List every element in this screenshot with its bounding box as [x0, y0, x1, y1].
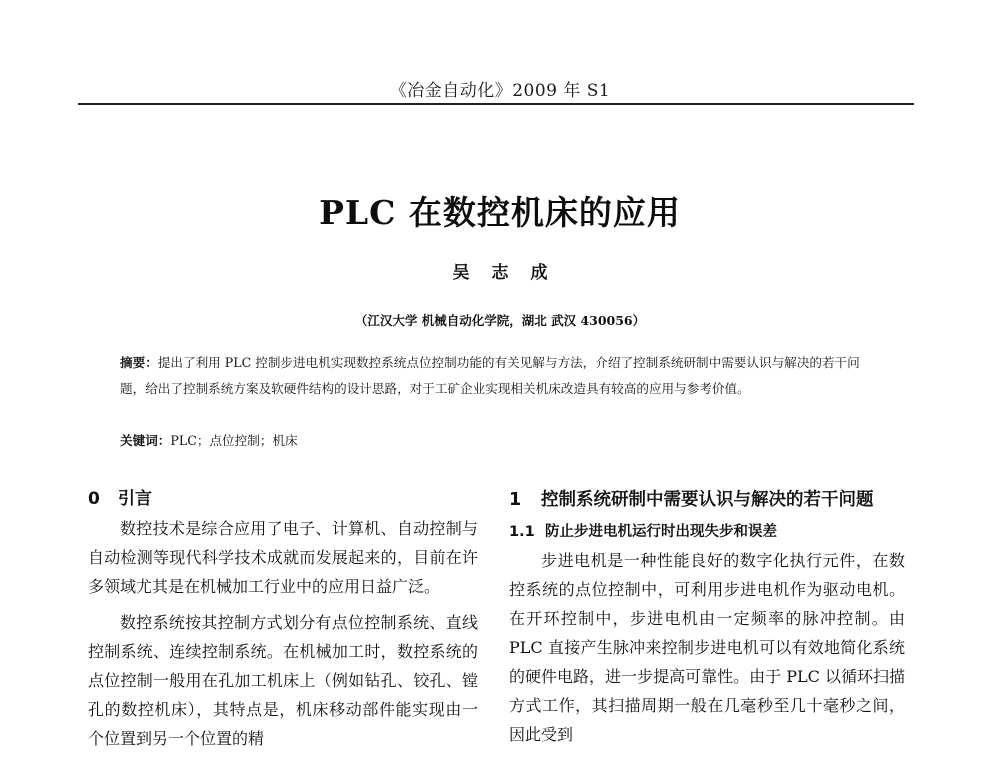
author-name: 吴志成	[452, 263, 570, 283]
section-title: 引言	[118, 489, 152, 509]
section-number: 0	[88, 489, 100, 509]
section-title: 控制系统研制中需要认识与解决的若干问题	[541, 490, 874, 510]
section-number: 1	[509, 490, 522, 510]
section-heading-introduction	[88, 484, 478, 514]
running-header: 《冶金自动化》2009 年 S1	[389, 81, 611, 101]
subsection-heading	[509, 518, 905, 546]
section-heading-issues	[509, 485, 905, 516]
right-column	[509, 485, 905, 749]
keywords-text: PLC；点位控制；机床	[170, 433, 298, 448]
body-paragraph: 数控技术是综合应用了电子、计算机、自动控制与自动检测等现代科学技术成就而发展起来的，目前在许多领域尤其是在机械加工行业中的应用日益广泛。	[88, 519, 478, 596]
keywords-label: 关键词：	[120, 433, 171, 448]
subsection-title: 防止步进电机运行时出现失步和误差	[545, 524, 777, 540]
body-paragraph: 数控系统按其控制方式划分有点位控制系统、直线控制系统、连续控制系统。在机械加工时，数控系统的点位控制一般用在孔加工机床上（例如钻孔、铰孔、镗孔的数控机床），其特点是，机床移动部件能实现由一个位置到另一个位置的精	[88, 613, 478, 748]
header-rule	[78, 103, 914, 105]
author-affiliation: （江汉大学 机械自动化学院，湖北 武汉 430056）	[354, 313, 646, 328]
left-column	[88, 484, 478, 753]
keywords	[120, 428, 876, 454]
paper-title: PLC 在数控机床的应用	[319, 193, 681, 232]
subsection-number: 1.1	[509, 524, 535, 540]
body-paragraph: 步进电机是一种性能良好的数字化执行元件，在数控系统的点位控制中，可利用步进电机作为驱动电机。在开环控制中，步进电机由一定频率的脉冲控制。由 PLC 直接产生脉冲来控制步进电机可以有效地简化系统的硬件电路，进一步提高可靠性。由于 PLC 以循环扫描方式工作，其扫描周期一般在几毫秒至几十毫秒之间，因此受到	[509, 551, 905, 744]
abstract-label: 摘要：	[120, 355, 158, 370]
abstract-text: 提出了利用 PLC 控制步进电机实现数控系统点位控制功能的有关见解与方法，介绍了控制系统研制中需要认识与解决的若干问题，给出了控制系统方案及软硬件结构的设计思路，对于工矿企业实现相关机床改造具有较高的应用与参考价值。	[120, 355, 860, 396]
abstract	[120, 350, 876, 402]
